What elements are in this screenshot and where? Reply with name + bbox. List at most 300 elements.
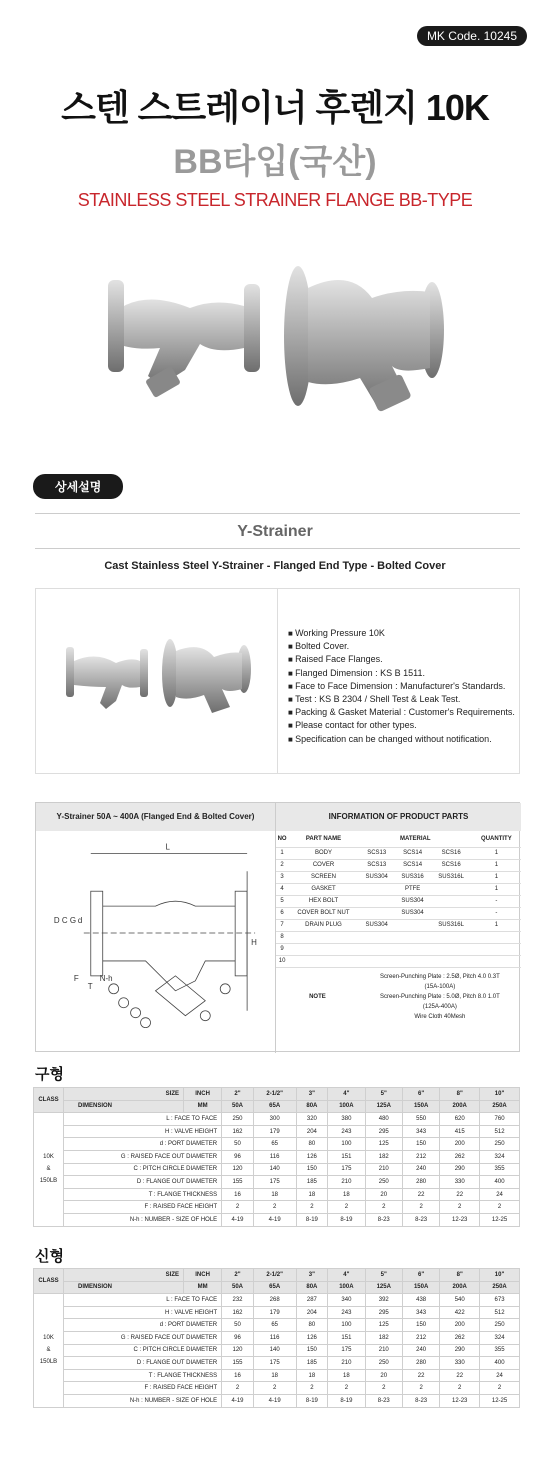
table-cell: 550 [402, 1113, 439, 1126]
note-label: NOTE [309, 993, 326, 1000]
table-row [276, 955, 521, 967]
table-cell: - [472, 907, 521, 919]
spec-panel [35, 802, 520, 1052]
table-cell: 22 [402, 1369, 439, 1382]
table-cell: 200A [440, 1100, 480, 1113]
table-cell: 22 [440, 1369, 480, 1382]
feature-item: ■ Working Pressure 10K [288, 627, 515, 640]
table-cell: 4 [276, 883, 288, 895]
page-title: 스텐 스트레이너 후렌지 10K [61, 87, 489, 128]
table-cell: 65 [253, 1138, 296, 1151]
table-cell: 18 [296, 1188, 328, 1201]
table-cell: 80 [296, 1138, 328, 1151]
table-cell: 96 [222, 1150, 254, 1163]
table-cell: 204 [296, 1125, 328, 1138]
table-row [34, 1163, 520, 1176]
table-cell: 2" [222, 1088, 254, 1101]
table-cell: SCS16 [431, 847, 472, 859]
table-cell: 10 [276, 955, 288, 967]
table-cell: 126 [296, 1331, 328, 1344]
table-cell: 340 [328, 1294, 365, 1307]
table-cell: 179 [253, 1306, 296, 1319]
table-cell: 6 [276, 907, 288, 919]
table-cell [395, 955, 431, 967]
table-cell: 250A [480, 1281, 520, 1294]
table-cell: 116 [253, 1331, 296, 1344]
table-cell: 2 [440, 1382, 480, 1395]
table-cell [472, 931, 521, 943]
table-cell: F : RAISED FACE HEIGHT [64, 1201, 222, 1214]
table-cell [431, 943, 472, 955]
table-cell: 250 [365, 1176, 402, 1189]
table-cell: 162 [222, 1306, 254, 1319]
table-row [34, 1201, 520, 1214]
table-cell: DRAIN PLUG [288, 919, 359, 931]
table-cell: 262 [440, 1331, 480, 1344]
table-cell: 243 [328, 1125, 365, 1138]
table-cell: 182 [365, 1331, 402, 1344]
table-cell: BODY [288, 847, 359, 859]
table-cell: 20 [365, 1369, 402, 1382]
table-cell: 212 [402, 1331, 439, 1344]
table-cell: 2 [328, 1201, 365, 1214]
table-cell: - [472, 895, 521, 907]
table-cell: 295 [365, 1125, 402, 1138]
table-cell: 480 [365, 1113, 402, 1126]
table-cell: 240 [402, 1163, 439, 1176]
text-line: & [46, 1347, 51, 1354]
table-cell: 2 [480, 1382, 520, 1395]
table-cell: 3 [276, 871, 288, 883]
table-row [34, 1176, 520, 1189]
table-cell: 18 [328, 1369, 365, 1382]
table-cell [359, 895, 395, 907]
table-cell: 250 [480, 1319, 520, 1332]
table-cell: 4-19 [222, 1213, 254, 1226]
table-row [276, 871, 521, 883]
table-cell: 250 [365, 1357, 402, 1370]
table-cell: 140 [253, 1344, 296, 1357]
table-cell: 24 [480, 1369, 520, 1382]
table-cell: 324 [480, 1331, 520, 1344]
table-cell: 200 [440, 1319, 480, 1332]
table-cell: 1 [472, 859, 521, 871]
feature-item: ■ Flanged Dimension : KS B 1511. [288, 667, 515, 680]
table-cell [431, 895, 472, 907]
page-subtitle: BB타입(국산) [173, 143, 377, 181]
table-cell [288, 943, 359, 955]
table-cell: 210 [365, 1344, 402, 1357]
table-cell: DIMENSION [64, 1100, 184, 1113]
table-cell: 18 [328, 1188, 365, 1201]
table-cell: 1 [276, 847, 288, 859]
table-cell: GASKET [288, 883, 359, 895]
note-text [359, 967, 521, 1026]
table-cell: SUS316 [395, 871, 431, 883]
feature-item: ■ Bolted Cover. [288, 640, 515, 653]
table-cell: COVER BOLT NUT [288, 907, 359, 919]
table-cell: 80A [296, 1281, 328, 1294]
table-cell: 210 [365, 1163, 402, 1176]
table-cell [431, 883, 472, 895]
technical-drawing [36, 831, 276, 1053]
old-type-title: 구형 [35, 1066, 64, 1083]
table-cell: 6" [402, 1088, 439, 1101]
table-cell: 5" [365, 1088, 402, 1101]
table-cell [359, 943, 395, 955]
feature-item: ■ Specification can be changed without notification. [288, 733, 515, 746]
table-cell: 1 [472, 919, 521, 931]
table-cell: 380 [328, 1113, 365, 1126]
table-cell: 8 [276, 931, 288, 943]
text-line: 150LB [39, 1359, 58, 1366]
table-cell: 210 [328, 1176, 365, 1189]
table-row [276, 883, 521, 895]
table-cell: 179 [253, 1125, 296, 1138]
table-cell: 150A [402, 1100, 439, 1113]
table-cell: 250A [480, 1100, 520, 1113]
table-cell: SIZE [64, 1088, 184, 1101]
table-cell: H : VALVE HEIGHT [64, 1306, 222, 1319]
drawing-header: Y-Strainer 50A ~ 400A (Flanged End & Bolted Cover) [36, 803, 276, 831]
table-row [34, 1344, 520, 1357]
table-cell [395, 931, 431, 943]
table-cell: 175 [253, 1176, 296, 1189]
table-cell: 50A [222, 1100, 254, 1113]
note-row [276, 967, 521, 1026]
table-cell: INCH [184, 1088, 222, 1101]
feature-item: ■ Test : KS B 2304 / Shell Test & Leak Test. [288, 693, 515, 706]
table-cell: 12-23 [440, 1394, 480, 1407]
table-cell: SUS304 [359, 871, 395, 883]
table-cell: 295 [365, 1306, 402, 1319]
table-cell: L : FACE TO FACE [64, 1113, 222, 1126]
table-row [34, 1394, 520, 1407]
text-line: Screen-Punching Plate : 5.0Ø, Pitch 8.0 1.0T [380, 993, 500, 1000]
table-cell: 185 [296, 1176, 328, 1189]
table-cell: d : PORT DIAMETER [64, 1138, 222, 1151]
table-row [276, 859, 521, 871]
table-cell: 80 [296, 1319, 328, 1332]
table-cell: SUS304 [395, 907, 431, 919]
table-cell: 240 [402, 1344, 439, 1357]
table-cell: 422 [440, 1306, 480, 1319]
table-cell: 125 [365, 1319, 402, 1332]
table-cell: 4-19 [253, 1213, 296, 1226]
table-cell: 12-23 [440, 1213, 480, 1226]
table-cell: SUS316L [431, 871, 472, 883]
table-cell [288, 931, 359, 943]
table-cell: 20 [365, 1188, 402, 1201]
table-cell: 175 [253, 1357, 296, 1370]
table-cell: 125A [365, 1281, 402, 1294]
table-cell: D : FLANGE OUT DIAMETER [64, 1357, 222, 1370]
table-cell: 4-19 [222, 1394, 254, 1407]
table-cell: 9 [276, 943, 288, 955]
table-cell: 151 [328, 1331, 365, 1344]
label-C: C [61, 916, 68, 926]
parts-table [276, 831, 521, 1026]
label-H: H [251, 937, 257, 947]
table-cell: 126 [296, 1150, 328, 1163]
table-cell: 212 [402, 1150, 439, 1163]
table-cell: 280 [402, 1176, 439, 1189]
table-row [34, 1213, 520, 1226]
feature-box [35, 588, 520, 774]
table-cell: 151 [328, 1150, 365, 1163]
table-cell: 760 [480, 1113, 520, 1126]
table-cell [34, 1113, 64, 1226]
table-cell: 8-19 [328, 1394, 365, 1407]
table-cell: 250 [222, 1113, 254, 1126]
table-cell: 18 [253, 1188, 296, 1201]
table-cell: H : VALVE HEIGHT [64, 1125, 222, 1138]
table-cell: 355 [480, 1163, 520, 1176]
table-cell: 50A [222, 1281, 254, 1294]
table-cell: INCH [184, 1269, 222, 1282]
table-cell: 22 [402, 1188, 439, 1201]
table-cell: 125A [365, 1100, 402, 1113]
table-cell: SCS14 [395, 847, 431, 859]
table-cell: 343 [402, 1125, 439, 1138]
table-row [34, 1150, 520, 1163]
table-cell: 400 [480, 1176, 520, 1189]
table-cell: 65 [253, 1319, 296, 1332]
table-cell: COVER [288, 859, 359, 871]
table-row [34, 1357, 520, 1370]
table-cell: SCS16 [431, 859, 472, 871]
table-cell: 330 [440, 1357, 480, 1370]
table-cell: 100 [328, 1138, 365, 1151]
table-cell: 18 [296, 1369, 328, 1382]
strainer-large-image [284, 266, 444, 412]
english-title: STAINLESS STEEL STRAINER FLANGE BB-TYPE [77, 190, 473, 210]
table-cell: 150A [402, 1281, 439, 1294]
table-cell: C : PITCH CIRCLE DIAMETER [64, 1344, 222, 1357]
table-cell: 65A [253, 1100, 296, 1113]
table-cell: 96 [222, 1331, 254, 1344]
table-row [34, 1306, 520, 1319]
table-cell: 8-19 [328, 1213, 365, 1226]
table-cell: 2" [222, 1269, 254, 1282]
new-type-title: 신형 [35, 1248, 64, 1265]
feature-item: ■ Raised Face Flanges. [288, 653, 515, 666]
table-cell: 287 [296, 1294, 328, 1307]
table-cell: T : FLANGE THICKNESS [64, 1369, 222, 1382]
table-row [34, 1369, 520, 1382]
table-row [34, 1331, 520, 1344]
table-cell: 540 [440, 1294, 480, 1307]
label-d: d [77, 916, 83, 926]
table-row [276, 931, 521, 943]
table-cell: 8-19 [296, 1213, 328, 1226]
table-cell: 200 [440, 1138, 480, 1151]
table-cell [359, 883, 395, 895]
table-cell: L : FACE TO FACE [64, 1294, 222, 1307]
table-row [34, 1188, 520, 1201]
table-cell: SUS304 [395, 895, 431, 907]
table-cell: 150 [296, 1344, 328, 1357]
table-cell: 80A [296, 1100, 328, 1113]
table-cell: 3" [296, 1088, 328, 1101]
detail-badge: 상세설명 [33, 474, 123, 499]
table-row [276, 919, 521, 931]
table-cell: 120 [222, 1163, 254, 1176]
table-cell: CLASS [34, 1088, 64, 1113]
table-cell [395, 943, 431, 955]
table-cell: 155 [222, 1176, 254, 1189]
table-cell: 400 [480, 1357, 520, 1370]
table-cell: 232 [222, 1294, 254, 1307]
table-cell: 2 [402, 1382, 439, 1395]
table-cell: 185 [296, 1357, 328, 1370]
strainer-small-image [108, 280, 260, 398]
table-cell: 512 [480, 1125, 520, 1138]
table-cell: 2-1/2" [253, 1269, 296, 1282]
table-cell: SCREEN [288, 871, 359, 883]
label-F: F [73, 973, 79, 983]
feature-item: ■ Face to Face Dimension : Manufacturer's Standards. [288, 680, 515, 693]
table-cell: 262 [440, 1150, 480, 1163]
table-cell: 1 [472, 847, 521, 859]
parts-header: INFORMATION OF PRODUCT PARTS [276, 803, 521, 831]
feature-item: ■ Please contact for other types. [288, 719, 515, 732]
table-cell: 2 [253, 1382, 296, 1395]
table-row [34, 1382, 520, 1395]
table-cell: MM [184, 1281, 222, 1294]
table-cell: 5 [276, 895, 288, 907]
table-cell: 2 [296, 1382, 328, 1395]
table-cell [431, 931, 472, 943]
table-cell: 24 [480, 1188, 520, 1201]
label-G: G [69, 916, 77, 926]
table-row [276, 943, 521, 955]
table-cell: SCS13 [359, 859, 395, 871]
text-line: (15A-100A) [424, 983, 456, 990]
section-title: Y-Strainer [237, 523, 313, 540]
table-row [276, 907, 521, 919]
table-cell: 8-19 [296, 1394, 328, 1407]
label-D: D [53, 916, 60, 926]
col-quantity: QUANTITY [472, 831, 521, 847]
table-cell: 8-23 [365, 1394, 402, 1407]
table-cell: 150 [402, 1138, 439, 1151]
table-cell: 280 [402, 1357, 439, 1370]
table-cell: 175 [328, 1163, 365, 1176]
table-cell: 4" [328, 1088, 365, 1101]
feature-item: ■ Packing & Gasket Material : Customer's Requirements. [288, 706, 515, 719]
text-line: & [46, 1166, 51, 1173]
table-cell: 2 [440, 1201, 480, 1214]
product-hero-image [0, 258, 550, 428]
table-row [34, 1319, 520, 1332]
col-material: MATERIAL [359, 831, 472, 847]
table-cell [395, 919, 431, 931]
table-cell: SUS316L [431, 919, 472, 931]
table-cell: 300 [253, 1113, 296, 1126]
text-line: 10K [43, 1154, 54, 1161]
table-cell: 330 [440, 1176, 480, 1189]
table-cell [431, 955, 472, 967]
label-L: L [165, 842, 170, 852]
table-cell [359, 907, 395, 919]
table-cell: 2 [296, 1201, 328, 1214]
table-cell: CLASS [34, 1269, 64, 1294]
table-cell: HEX BOLT [288, 895, 359, 907]
table-cell: 8-23 [402, 1394, 439, 1407]
table-cell: 200A [440, 1281, 480, 1294]
table-cell: 16 [222, 1188, 254, 1201]
table-cell: 2 [402, 1201, 439, 1214]
section-subtitle: Cast Stainless Steel Y-Strainer - Flanged End Type - Bolted Cover [104, 560, 446, 572]
table-cell: 182 [365, 1150, 402, 1163]
divider [35, 513, 520, 514]
table-cell: 120 [222, 1344, 254, 1357]
text-line: (125A-400A) [422, 1003, 457, 1010]
table-cell: 155 [222, 1357, 254, 1370]
table-cell: 100A [328, 1281, 365, 1294]
table-cell [359, 931, 395, 943]
table-cell: 22 [440, 1188, 480, 1201]
table-cell: 320 [296, 1113, 328, 1126]
table-cell: 250 [480, 1138, 520, 1151]
table-cell: G : RAISED FACE OUT DIAMETER [64, 1150, 222, 1163]
table-cell: 7 [276, 919, 288, 931]
table-cell: 4" [328, 1269, 365, 1282]
table-cell: 18 [253, 1369, 296, 1382]
table-cell: 2 [222, 1201, 254, 1214]
table-row [34, 1138, 520, 1151]
label-Nh: N-h [99, 973, 113, 983]
table-cell: 620 [440, 1113, 480, 1126]
table-cell: 10" [480, 1088, 520, 1101]
table-cell: 150 [402, 1319, 439, 1332]
table-cell: 2 [480, 1201, 520, 1214]
table-cell: 243 [328, 1306, 365, 1319]
table-cell: 4-19 [253, 1394, 296, 1407]
table-cell: MM [184, 1100, 222, 1113]
table-cell: 8" [440, 1088, 480, 1101]
table-cell: 2 [365, 1201, 402, 1214]
table-cell: SCS13 [359, 847, 395, 859]
label-T: T [87, 981, 93, 991]
table-cell: 210 [328, 1357, 365, 1370]
table-cell [472, 955, 521, 967]
table-cell: 204 [296, 1306, 328, 1319]
table-cell: d : PORT DIAMETER [64, 1319, 222, 1332]
table-cell: 2 [276, 859, 288, 871]
table-cell: DIMENSION [64, 1281, 184, 1294]
table-cell: 324 [480, 1150, 520, 1163]
table-row [34, 1113, 520, 1126]
table-cell: 50 [222, 1138, 254, 1151]
table-cell: 355 [480, 1344, 520, 1357]
table-cell: PTFE [395, 883, 431, 895]
table-cell: 415 [440, 1125, 480, 1138]
table-cell: 10" [480, 1269, 520, 1282]
table-cell: D : FLANGE OUT DIAMETER [64, 1176, 222, 1189]
new-type-table [33, 1268, 520, 1408]
table-cell [431, 907, 472, 919]
table-row [276, 895, 521, 907]
table-cell: 290 [440, 1163, 480, 1176]
table-cell: 1 [472, 883, 521, 895]
table-cell: N-h : NUMBER - SIZE OF HOLE [64, 1213, 222, 1226]
table-cell: 100A [328, 1100, 365, 1113]
table-cell: 673 [480, 1294, 520, 1307]
divider [35, 548, 520, 549]
strainer-thumbnail-image [36, 589, 278, 775]
